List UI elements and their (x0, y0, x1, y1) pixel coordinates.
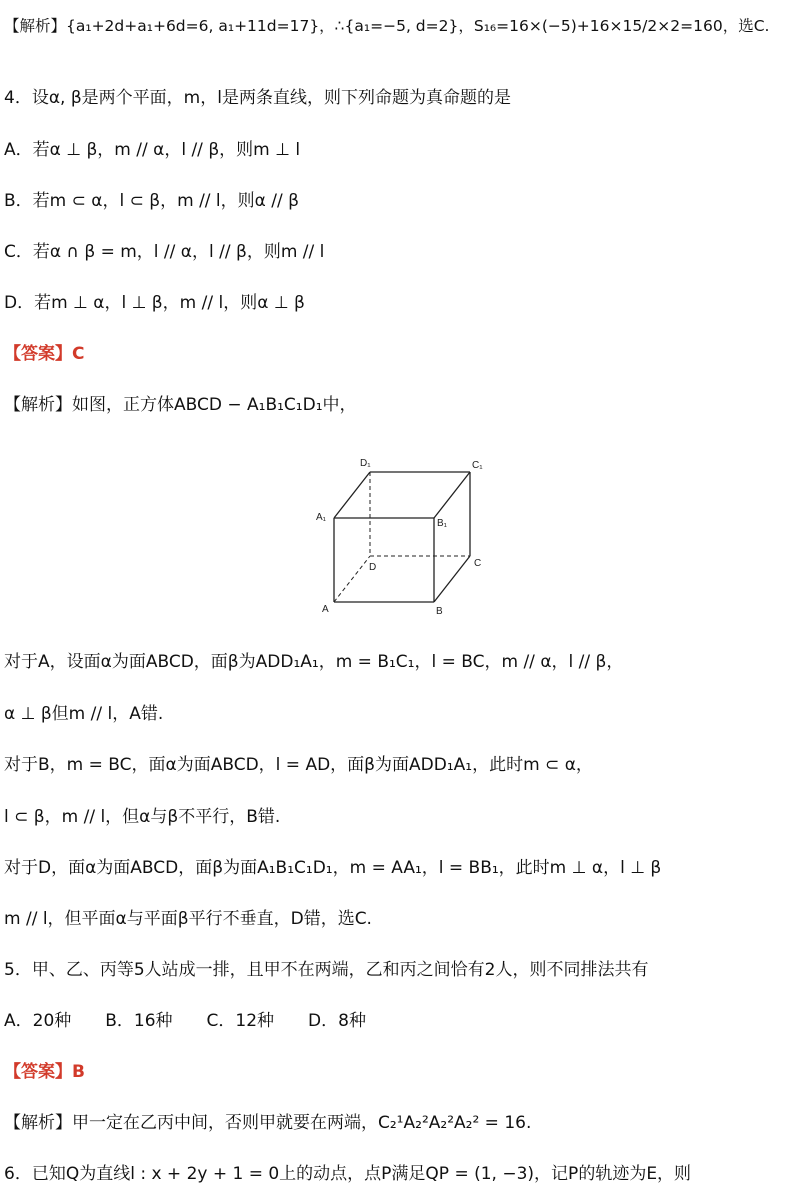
question-5-analysis: 【解析】甲一定在乙丙中间，否则甲就要在两端，C₂¹A₂²A₂²A₂² = 16. (4, 1113, 532, 1133)
question-5-answer: 【答案】B (4, 1062, 85, 1082)
analysis-option-d-line1: 对于D，面α为面ABCD，面β为面A₁B₁C₁D₁，m = AA₁，l = BB₁，此时m ⊥ α，l ⊥ β (4, 858, 662, 878)
solution-line-sum: 【解析】{a₁+2d+a₁+6d=6, a₁+11d=17}，∴{a₁=−5, d=2}，S₁₆=16×(−5)+16×15/2×2=160，选C. (4, 17, 770, 35)
question-4-option-d: D．若m ⊥ α，l ⊥ β，m // l，则α ⊥ β (4, 293, 305, 313)
label-c: C (474, 558, 482, 569)
label-a1: A₁ (316, 512, 327, 523)
label-b1: B₁ (437, 518, 448, 529)
cube-figure (310, 454, 490, 618)
label-b: B (436, 606, 443, 617)
question-4-stem: 4．设α, β是两个平面，m，l是两条直线，则下列命题为真命题的是 (4, 88, 511, 108)
label-c1: C₁ (472, 460, 483, 471)
label-d: D (369, 562, 377, 573)
label-d1: D₁ (360, 458, 371, 469)
analysis-option-b-line2: l ⊂ β，m // l，但α与β不平行，B错. (4, 807, 281, 827)
cube-diagram (310, 454, 490, 618)
analysis-option-a-line2: α ⊥ β但m // l，A错. (4, 704, 164, 724)
question-4-option-b: B．若m ⊂ α，l ⊂ β，m // l，则α // β (4, 191, 299, 211)
question-4-option-c: C．若α ∩ β = m，l // α，l // β，则m // l (4, 242, 325, 262)
label-a: A (322, 604, 329, 615)
analysis-option-d-line2: m // l，但平面α与平面β平行不垂直，D错，选C. (4, 909, 372, 929)
question-6-stem: 6．已知Q为直线l : x + 2y + 1 = 0上的动点，点P满足QP = (1, −3)，记P的轨迹为E，则 (4, 1164, 692, 1184)
question-5-options: A．20种 B．16种 C．12种 D．8种 (4, 1011, 366, 1031)
question-4-option-a: A．若α ⊥ β，m // α，l // β，则m ⊥ l (4, 140, 301, 160)
question-4-answer: 【答案】C (4, 344, 85, 364)
analysis-option-a-line1: 对于A，设面α为面ABCD，面β为ADD₁A₁，m = B₁C₁，l = BC，m // α，l // β， (4, 652, 624, 672)
question-4-analysis-intro: 【解析】如图，正方体ABCD − A₁B₁C₁D₁中， (4, 395, 357, 415)
analysis-option-b-line1: 对于B，m = BC，面α为面ABCD，l = AD，面β为面ADD₁A₁，此时m ⊂ α， (4, 755, 593, 775)
question-5-stem: 5．甲、乙、丙等5人站成一排，且甲不在两端，乙和丙之间恰有2人，则不同排法共有 (4, 960, 649, 980)
